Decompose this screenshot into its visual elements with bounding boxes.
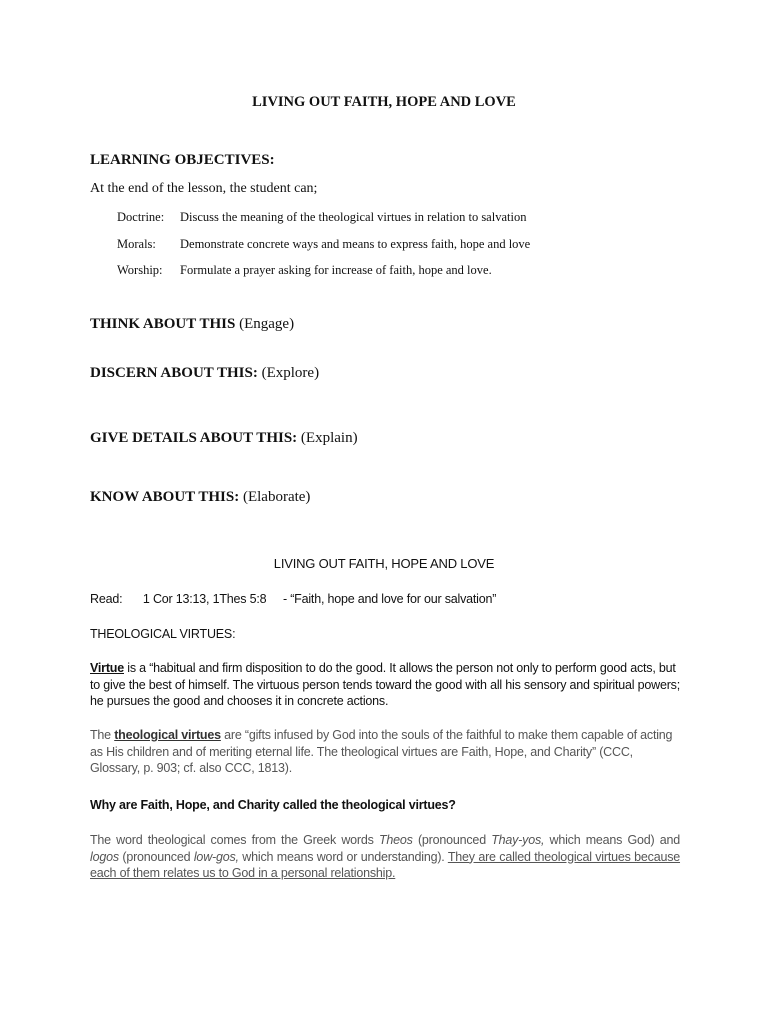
text-run: which means God) and — [544, 833, 680, 847]
text-run: (pronounced — [412, 833, 492, 847]
section-phase: (Explain) — [297, 430, 358, 446]
read-label: Read: — [90, 592, 123, 606]
text-run: which means word or understanding). — [238, 849, 448, 864]
section-know — [90, 489, 310, 506]
italic-word: logos — [90, 849, 119, 864]
learning-objectives-intro: At the end of the lesson, the student can; — [90, 181, 318, 196]
virtue-term: Virtue — [90, 661, 124, 675]
underlined-sentence: They are called theological virtues because each of them relates us to God in a personal relationship. — [90, 849, 681, 880]
learning-objectives-heading: LEARNING OBJECTIVES: — [90, 152, 275, 168]
virtue-definition-text: is a “habitual and firm disposition to do the good. It allows the person not only to perform good acts, but to give the best of himself. The virtuous person tends toward the good with all his sensory and spiritual powers; he pursues the good and chooses it in concrete actions. — [90, 661, 680, 708]
section-label: GIVE DETAILS ABOUT THIS: — [90, 430, 298, 446]
italic-word: Theos — [378, 833, 413, 847]
lesson-title: LIVING OUT FAITH, HOPE AND LOVE — [273, 556, 495, 571]
objective-text: Formulate a prayer asking for increase of faith, hope and love. — [180, 263, 492, 277]
theological-virtues-heading: THEOLOGICAL VIRTUES: — [90, 627, 236, 641]
italic-word: low-gos, — [193, 849, 239, 864]
objective-label: Doctrine: — [117, 210, 165, 224]
section-phase: (Explore) — [257, 365, 320, 381]
read-line — [90, 591, 680, 608]
section-phase: (Elaborate) — [239, 489, 311, 505]
text-run: (pronounced — [118, 849, 194, 864]
section-label: DISCERN ABOUT THIS: — [90, 365, 258, 381]
read-references: 1 Cor 13:13, 1Thes 5:8 — [142, 592, 267, 606]
section-phase: (Engage) — [235, 316, 295, 332]
section-think — [90, 316, 294, 333]
section-discern — [90, 365, 319, 382]
section-label: KNOW ABOUT THIS: — [90, 489, 240, 505]
section-give-details — [90, 430, 358, 447]
question-heading: Why are Faith, Hope, and Charity called the theological virtues? — [90, 798, 456, 812]
theological-virtues-paragraph — [90, 727, 680, 777]
document-title: LIVING OUT FAITH, HOPE AND LOVE — [252, 94, 516, 110]
theological-virtues-text: are “gifts infused by God into the souls of the faithful to make them capable of acting as His children and of meriting eternal life. The theological virtues are Faith, Hope, and Charity” (CCC, Glossary, p. 903; cf. also CCC, 1813). — [90, 728, 673, 775]
read-quote: - “Faith, hope and love for our salvation” — [282, 592, 497, 606]
section-label: THINK ABOUT THIS — [90, 316, 236, 332]
italic-word: Thay-yos, — [491, 833, 545, 847]
text-run: The word theological comes from the Greek words — [90, 833, 379, 847]
paragraph-prefix: The — [90, 728, 115, 742]
objective-label: Morals: — [117, 237, 156, 251]
word-origin-paragraph — [90, 832, 680, 882]
theological-virtues-term: theological virtues — [114, 728, 221, 742]
objective-text: Demonstrate concrete ways and means to express faith, hope and love — [180, 237, 531, 251]
virtue-definition-paragraph — [90, 660, 680, 710]
objective-label: Worship: — [117, 263, 163, 277]
objective-text: Discuss the meaning of the theological virtues in relation to salvation — [180, 210, 527, 224]
